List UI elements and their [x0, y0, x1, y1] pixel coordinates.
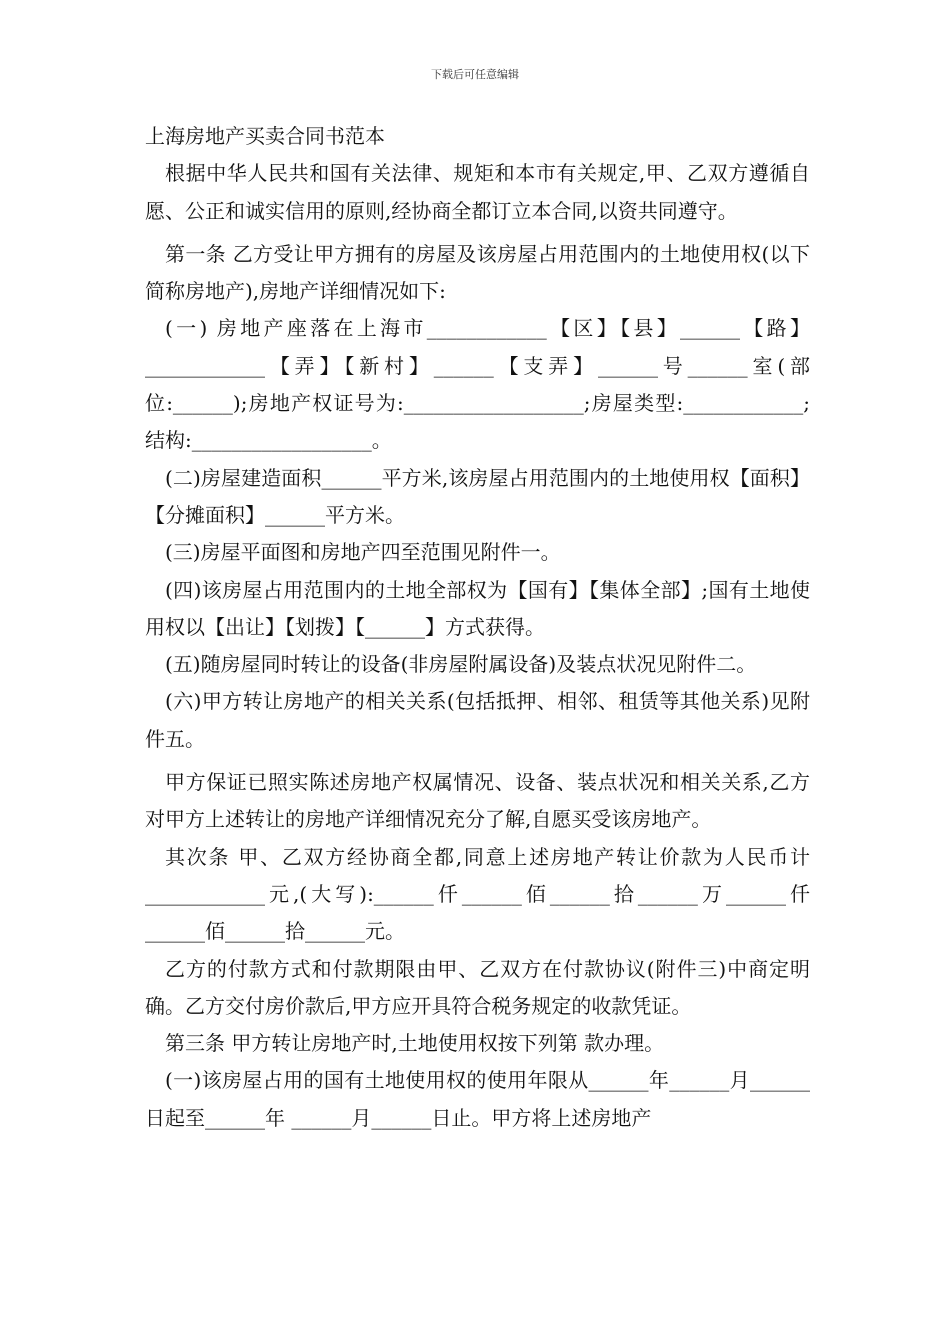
paragraph-clause-1-3: (三)房屋平面图和房地产四至范围见附件一。: [165, 540, 561, 565]
paragraph-clause-1-4: (四)该房屋占用范围内的土地全部权为【国有】【集体全部】;国有土地使用权以【出让】【划拨】【______】方式获得。: [145, 577, 810, 639]
paragraph-guarantee: 甲方保证已照实陈述房地产权属情况、设备、装点状况和相关关系,乙方对甲方上述转让的房地产详细情况充分了解,自愿买受该房地产。: [145, 770, 810, 832]
document-title: 上海房地产买卖合同书范本: [145, 124, 385, 148]
page-header: 下载后可任意编辑: [431, 68, 519, 81]
paragraph-clause-1-5: (五)随房屋同时转让的设备(非房屋附属设备)及装点状况见附件二。: [165, 652, 757, 677]
document-body: [145, 118, 810, 1137]
paragraph-clause-1-6: (六)甲方转让房地产的相关关系(包括抵押、相邻、租赁等其他关系)见附件五。: [145, 689, 810, 751]
paragraph-article-3: 第三条 甲方转让房地产时,土地使用权按下列第 款办理。: [165, 1031, 665, 1056]
paragraph-article-2: 其次条 甲、乙双方经协商全都,同意上述房地产转让价款为人民币计____________元,(大写):______仟______佰______拾______万______仟______佰______拾______元。: [145, 844, 810, 944]
paragraph-preamble: 根据中华人民共和国有关法律、规矩和本市有关规定,甲、乙双方遵循自愿、公正和诚实信用的原则,经协商全都订立本合同,以资共同遵守。: [145, 161, 810, 223]
paragraph-clause-1-1: (一) 房地产座落在上海市____________【区】【县】______【路】____________【弄】【新村】______【支弄】______号______室(部位:______);房地产权证号为:__________________;房屋类型:____________;结构:__________________。: [145, 316, 810, 453]
paragraph-clause-3-1: (一)该房屋占用的国有土地使用权的使用年限从______年______月______日起至______年 ______月______日止。甲方将上述房地产: [145, 1068, 810, 1130]
paragraph-article-1: 第一条 乙方受让甲方拥有的房屋及该房屋占用范围内的土地使用权(以下简称房地产),房地产详细情况如下:: [145, 241, 810, 304]
paragraph-payment: 乙方的付款方式和付款期限由甲、乙双方在付款协议(附件三)中商定明确。乙方交付房价款后,甲方应开具符合税务规定的收款凭证。: [145, 956, 810, 1018]
paragraph-clause-1-2: (二)房屋建造面积______平方米,该房屋占用范围内的土地使用权【面积】【分摊面积】______平方米。: [145, 465, 810, 527]
